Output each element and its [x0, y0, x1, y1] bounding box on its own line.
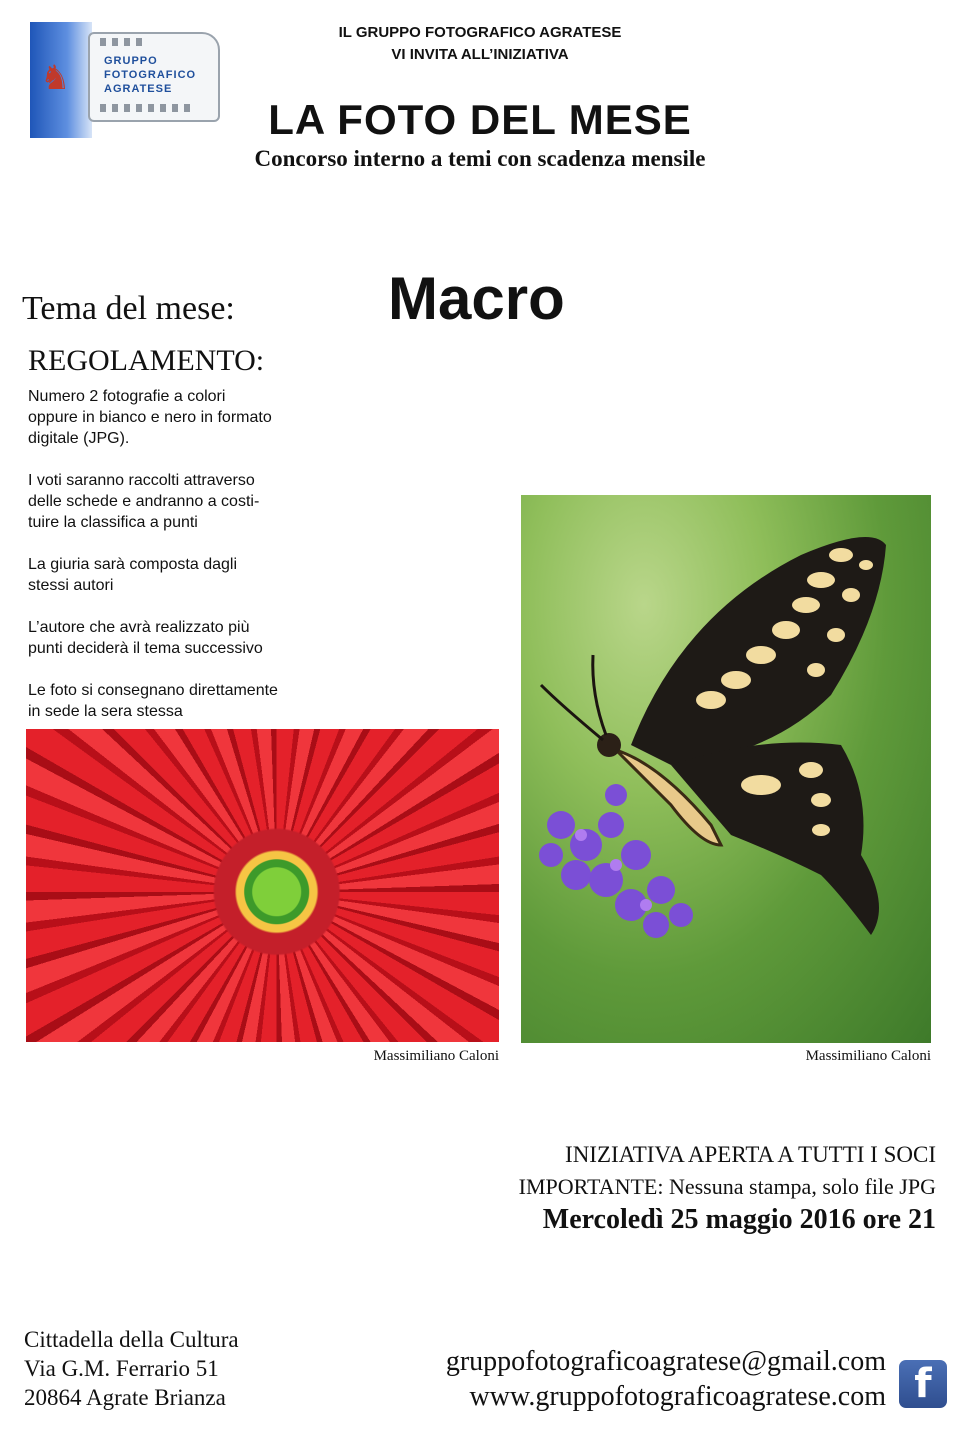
- flower-photo: [26, 729, 499, 1042]
- club-logo: [30, 22, 220, 140]
- rule-item: Numero 2 fotografie a colori oppure in bianco e nero in formato digitale (JPG).: [28, 388, 272, 447]
- address-block: [24, 1325, 239, 1412]
- email-link[interactable]: gruppofotograficoagratese@gmail.com: [445, 1346, 886, 1377]
- address-line-1: Cittadella della Cultura: [24, 1327, 239, 1352]
- page-title: LA FOTO DEL MESE: [268, 96, 692, 143]
- logo-text: [104, 54, 196, 96]
- contacts-block: [330, 1344, 886, 1414]
- rule-item: La giuria sarà composta dagli stessi autori: [28, 556, 238, 594]
- header-line-1: IL GRUPPO FOTOGRAFICO AGRATESE: [338, 24, 622, 41]
- theme-label: Tema del mese:: [22, 290, 235, 327]
- logo-line-2: FOTOGRAFICO: [104, 69, 197, 81]
- header-invite: [300, 22, 660, 66]
- theme-value: Macro: [388, 265, 565, 332]
- rules-list: [28, 386, 318, 743]
- butterfly-photo-credit: Massimiliano Caloni: [805, 1048, 931, 1064]
- page-subtitle: Concorso interno a temi con scadenza mensile: [254, 146, 706, 171]
- flower-photo-credit: Massimiliano Caloni: [373, 1048, 499, 1064]
- address-line-2: Via G.M. Ferrario 51: [24, 1356, 219, 1381]
- website-link[interactable]: www.gruppofotograficoagratese.com: [469, 1381, 886, 1412]
- butterfly-photo: [521, 495, 931, 1043]
- lion-crest-icon: ♞: [40, 58, 71, 98]
- logo-line-3: AGRATESE: [104, 83, 173, 95]
- event-important-notice: IMPORTANTE: Nessuna stampa, solo file JPG: [518, 1174, 936, 1199]
- logo-line-1: GRUPPO: [104, 55, 158, 67]
- event-open-notice: INIZIATIVA APERTA A TUTTI I SOCI: [565, 1142, 936, 1167]
- rule-item: L’autore che avrà realizzato più punti deciderà il tema successivo: [28, 619, 263, 657]
- facebook-icon[interactable]: f: [899, 1360, 947, 1408]
- rule-item: Le foto si consegnano direttamente in sede la sera stessa: [28, 682, 278, 720]
- rules-title: REGOLAMENTO:: [28, 344, 265, 377]
- address-line-3: 20864 Agrate Brianza: [24, 1385, 226, 1410]
- event-date: Mercoledì 25 maggio 2016 ore 21: [542, 1204, 936, 1235]
- rule-item: I voti saranno raccolti attraverso delle schede e andranno a costi- tuire la classifica a punti: [28, 472, 260, 531]
- header-line-2: VI INVITA ALL’INIZIATIVA: [391, 46, 569, 63]
